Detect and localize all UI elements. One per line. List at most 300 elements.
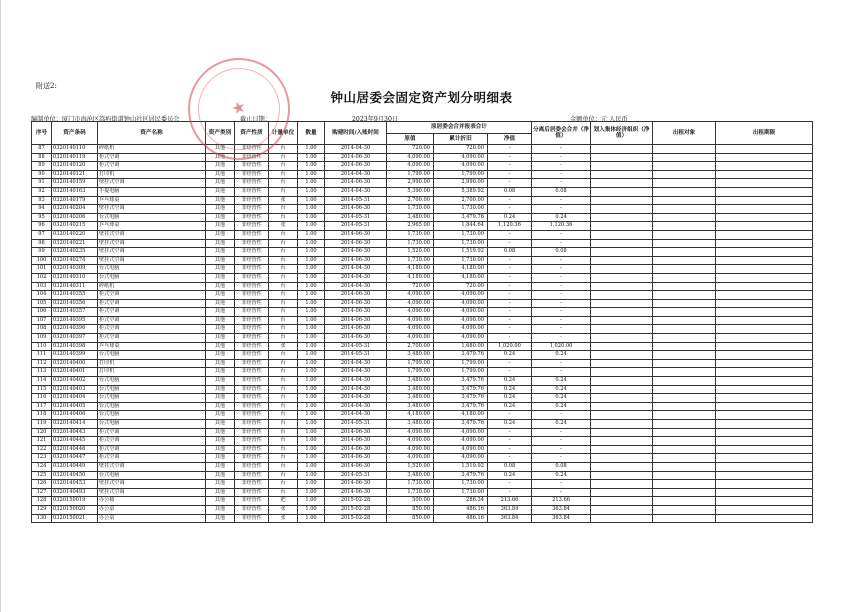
table-cell: 0320140356 [52, 299, 98, 308]
table-cell: 2015-02-28 [325, 505, 387, 514]
table-cell: - [532, 256, 591, 265]
table-row [32, 308, 813, 317]
table-cell: 2014-06-30 [325, 299, 387, 308]
table-cell: 126 [32, 480, 52, 489]
table-cell: 125 [32, 471, 52, 480]
empty-cell [716, 377, 813, 386]
table-cell: 4,090.00 [387, 437, 434, 446]
table-cell: 2014-05-31 [325, 342, 387, 351]
table-row [32, 368, 813, 377]
table-cell: - [532, 230, 591, 239]
table-cell: 其他 [206, 316, 235, 325]
table-row [32, 299, 813, 308]
table-cell: 0320140400 [52, 359, 98, 368]
table-cell: 台 [269, 420, 298, 429]
table-cell: 0320150021 [52, 514, 98, 523]
empty-cell [653, 488, 716, 497]
table-cell: 柜式空调 [98, 299, 206, 308]
table-cell: - [488, 153, 532, 162]
table-cell: 1,120.36 [488, 222, 532, 231]
table-cell: 台 [269, 187, 298, 196]
table-cell: 台式电脑 [98, 420, 206, 429]
table-cell: 1,520.00 [387, 462, 434, 471]
empty-cell [591, 514, 653, 523]
table-cell: - [532, 428, 591, 437]
table-row [32, 342, 813, 351]
table-cell: 0.24 [532, 471, 591, 480]
table-cell: 柜式空调 [98, 308, 206, 317]
table-cell: 台 [269, 230, 298, 239]
table-row [32, 162, 813, 171]
table-cell: 1.00 [298, 411, 325, 420]
empty-cell [716, 162, 813, 171]
table-cell: 1,730.00 [434, 205, 488, 214]
table-cell: 其他 [206, 213, 235, 222]
table-cell: 1.00 [298, 256, 325, 265]
table-row [32, 385, 813, 394]
table-cell: 0.24 [532, 385, 591, 394]
table-cell: 1.00 [298, 299, 325, 308]
table-cell: 其他 [206, 437, 235, 446]
table-row [32, 402, 813, 411]
table-row [32, 411, 813, 420]
table-cell: 4,180.00 [434, 411, 488, 420]
empty-cell [716, 420, 813, 429]
table-cell: 0320140453 [52, 480, 98, 489]
table-cell: 非经营性 [235, 437, 269, 446]
table-cell: 0320140110 [52, 145, 98, 154]
table-cell: 103 [32, 282, 52, 291]
table-cell: 台 [269, 282, 298, 291]
empty-cell [653, 291, 716, 300]
empty-cell [716, 437, 813, 446]
table-cell: 非经营性 [235, 394, 269, 403]
table-cell: 非经营性 [235, 342, 269, 351]
table-cell: 2014-06-30 [325, 291, 387, 300]
empty-cell [716, 411, 813, 420]
table-cell: 台 [269, 273, 298, 282]
table-cell: 119 [32, 420, 52, 429]
table-cell: 乒乓球桌 [98, 196, 206, 205]
table-cell: 办公桌 [98, 514, 206, 523]
table-cell: 2,965.00 [387, 222, 434, 231]
table-cell: 1.00 [298, 273, 325, 282]
table-cell: 打印机 [98, 359, 206, 368]
table-cell: 0.24 [488, 385, 532, 394]
empty-cell [716, 488, 813, 497]
table-cell: 台 [269, 299, 298, 308]
table-cell: 非经营性 [235, 213, 269, 222]
empty-cell [591, 248, 653, 257]
table-cell: 非经营性 [235, 196, 269, 205]
empty-cell [653, 497, 716, 506]
table-cell: 非经营性 [235, 273, 269, 282]
table-cell: 其他 [206, 325, 235, 334]
table-cell: 打印机 [98, 368, 206, 377]
table-cell: 99 [32, 248, 52, 257]
table-cell: 116 [32, 394, 52, 403]
table-cell: 2,700.00 [387, 342, 434, 351]
table-cell: 柜式空调 [98, 437, 206, 446]
table-cell: 1.00 [298, 325, 325, 334]
table-cell: 87 [32, 145, 52, 154]
table-cell: 101 [32, 265, 52, 274]
empty-cell [591, 351, 653, 360]
table-cell: 5,390.00 [387, 187, 434, 196]
header-code: 资产条码 [52, 122, 98, 145]
table-cell: 2014-06-30 [325, 179, 387, 188]
empty-cell [653, 316, 716, 325]
empty-cell [716, 222, 813, 231]
table-cell: 其他 [206, 265, 235, 274]
table-cell: 非经营性 [235, 385, 269, 394]
table-cell: 其他 [206, 505, 235, 514]
empty-cell [653, 187, 716, 196]
table-cell: 4,090.00 [387, 334, 434, 343]
table-cell: 其他 [206, 334, 235, 343]
table-cell: 4,090.00 [387, 162, 434, 171]
table-row [32, 454, 813, 463]
empty-cell [716, 239, 813, 248]
table-cell: 4,180.00 [434, 273, 488, 282]
table-cell: 非经营性 [235, 497, 269, 506]
table-cell: 2014-04-30 [325, 282, 387, 291]
table-row [32, 196, 813, 205]
table-cell: 台 [269, 480, 298, 489]
table-cell: 2014-05-31 [325, 420, 387, 429]
table-cell: - [488, 299, 532, 308]
empty-cell [591, 153, 653, 162]
table-cell: 非经营性 [235, 239, 269, 248]
empty-cell [591, 256, 653, 265]
table-cell: 壁挂式空调 [98, 462, 206, 471]
table-cell: 非经营性 [235, 402, 269, 411]
empty-cell [591, 462, 653, 471]
table-cell: 0.08 [532, 462, 591, 471]
table-cell: 1.00 [298, 368, 325, 377]
table-cell: 2,700.00 [434, 196, 488, 205]
table-cell: 3,479.76 [434, 385, 488, 394]
table-cell: 0320140119 [52, 153, 98, 162]
empty-cell [716, 308, 813, 317]
table-cell: 4,180.00 [387, 265, 434, 274]
table-cell: 363.84 [532, 514, 591, 523]
empty-cell [653, 385, 716, 394]
table-cell: 乒乓球桌 [98, 342, 206, 351]
table-cell: 1.00 [298, 162, 325, 171]
empty-cell [591, 170, 653, 179]
table-cell: 非经营性 [235, 368, 269, 377]
empty-cell [591, 411, 653, 420]
table-row [32, 282, 813, 291]
empty-cell [716, 454, 813, 463]
table-cell: 其他 [206, 187, 235, 196]
table-cell: - [532, 437, 591, 446]
empty-cell [591, 282, 653, 291]
empty-cell [653, 359, 716, 368]
empty-cell [591, 325, 653, 334]
empty-cell [653, 377, 716, 386]
table-cell: 碎纸机 [98, 282, 206, 291]
table-cell: 2014-06-30 [325, 437, 387, 446]
table-cell: 2014-06-30 [325, 230, 387, 239]
table-cell: - [532, 205, 591, 214]
table-cell: 台 [269, 402, 298, 411]
table-cell: - [532, 196, 591, 205]
table-cell: 1.00 [298, 497, 325, 506]
header-group: 原居委会合并报表合计 [387, 122, 532, 134]
table-cell: 363.84 [488, 514, 532, 523]
table-cell: 2014-04-30 [325, 187, 387, 196]
empty-cell [653, 162, 716, 171]
table-cell: 124 [32, 462, 52, 471]
table-cell: 台 [269, 170, 298, 179]
table-cell: 129 [32, 505, 52, 514]
table-cell: 0320140311 [52, 282, 98, 291]
table-cell: 118 [32, 411, 52, 420]
table-cell: 壁挂式空调 [98, 179, 206, 188]
empty-cell [716, 179, 813, 188]
table-cell: 台 [269, 325, 298, 334]
table-cell: 台式电脑 [98, 394, 206, 403]
empty-cell [591, 471, 653, 480]
table-cell: 1,730.00 [434, 230, 488, 239]
table-cell: 0.08 [532, 248, 591, 257]
empty-cell [653, 256, 716, 265]
table-cell: 非经营性 [235, 351, 269, 360]
table-cell: 4,090.00 [387, 291, 434, 300]
header-category: 资产类别 [206, 122, 235, 145]
table-cell: - [488, 145, 532, 154]
empty-cell [591, 394, 653, 403]
table-cell: 3,479.76 [434, 402, 488, 411]
table-cell: 2014-04-30 [325, 394, 387, 403]
empty-cell [653, 368, 716, 377]
table-cell: 3,479.76 [434, 394, 488, 403]
cutoff-date: 2023年9月30日 [352, 116, 399, 123]
table-cell: 3,480.00 [387, 351, 434, 360]
table-cell: 2014-05-31 [325, 213, 387, 222]
table-cell: - [532, 153, 591, 162]
table-cell: 1.00 [298, 488, 325, 497]
table-cell: 0320140221 [52, 239, 98, 248]
table-cell: 柜式空调 [98, 428, 206, 437]
table-cell: 4,090.00 [434, 325, 488, 334]
table-cell: 其他 [206, 445, 235, 454]
table-cell: 106 [32, 308, 52, 317]
table-cell: 1.00 [298, 205, 325, 214]
table-cell: 柜式空调 [98, 291, 206, 300]
empty-cell [591, 145, 653, 154]
table-cell: 0320140309 [52, 265, 98, 274]
table-cell: - [488, 437, 532, 446]
table-cell: 其他 [206, 377, 235, 386]
table-cell: 台 [269, 445, 298, 454]
table-cell: 4,090.00 [434, 334, 488, 343]
table-cell: 0320140397 [52, 334, 98, 343]
table-cell: 打印机 [98, 170, 206, 179]
table-cell: 其他 [206, 342, 235, 351]
table-cell: 台 [269, 205, 298, 214]
table-cell: 120 [32, 428, 52, 437]
table-cell: - [532, 334, 591, 343]
empty-cell [591, 299, 653, 308]
empty-cell [716, 334, 813, 343]
table-cell: 非经营性 [235, 291, 269, 300]
table-row [32, 265, 813, 274]
table-cell: 0.24 [532, 377, 591, 386]
empty-cell [591, 437, 653, 446]
table-cell: 1.00 [298, 308, 325, 317]
header-nature: 资产性质 [235, 122, 269, 145]
table-cell: 2014-06-30 [325, 454, 387, 463]
table-cell: 0320140163 [52, 187, 98, 196]
table-cell: - [488, 273, 532, 282]
table-row [32, 471, 813, 480]
table-cell: - [532, 411, 591, 420]
table-cell: 1.00 [298, 213, 325, 222]
table-cell: 其他 [206, 299, 235, 308]
table-row [32, 462, 813, 471]
table-cell: 台 [269, 488, 298, 497]
table-cell: - [532, 273, 591, 282]
table-cell: 0320140493 [52, 488, 98, 497]
table-cell: - [488, 239, 532, 248]
table-row [32, 222, 813, 231]
table-cell: 92 [32, 187, 52, 196]
table-cell: 3,480.00 [387, 385, 434, 394]
table-cell: 其他 [206, 291, 235, 300]
table-cell: 91 [32, 179, 52, 188]
table-cell: 2014-05-31 [325, 351, 387, 360]
table-cell: 其他 [206, 196, 235, 205]
empty-cell [716, 402, 813, 411]
table-cell: 台式电脑 [98, 213, 206, 222]
table-cell: 0.08 [488, 462, 532, 471]
table-cell: 台 [269, 256, 298, 265]
empty-cell [591, 385, 653, 394]
table-cell: 0320140310 [52, 273, 98, 282]
empty-cell [591, 420, 653, 429]
table-cell: 113 [32, 368, 52, 377]
empty-cell [591, 308, 653, 317]
table-cell: 4,090.00 [434, 308, 488, 317]
table-cell: 1.00 [298, 394, 325, 403]
empty-cell [653, 402, 716, 411]
table-cell: 1,730.00 [434, 256, 488, 265]
table-cell: 0.08 [488, 187, 532, 196]
seal-star-icon: ★ [228, 96, 249, 119]
table-cell: 2,990.00 [434, 179, 488, 188]
table-cell: 1,799.00 [434, 170, 488, 179]
table-cell: 1,730.00 [387, 205, 434, 214]
table-cell: 非经营性 [235, 428, 269, 437]
empty-cell [716, 265, 813, 274]
table-cell: 1,799.00 [434, 368, 488, 377]
table-cell: - [488, 291, 532, 300]
table-cell: 壁挂式空调 [98, 205, 206, 214]
empty-cell [653, 248, 716, 257]
table-cell: 台 [269, 351, 298, 360]
table-cell: 台 [269, 377, 298, 386]
table-cell: 850.00 [387, 514, 434, 523]
empty-cell [653, 428, 716, 437]
table-cell: 3,480.00 [387, 394, 434, 403]
table-cell: 1,519.92 [434, 462, 488, 471]
table-row [32, 428, 813, 437]
table-cell: 3,479.76 [434, 377, 488, 386]
table-cell: 500.00 [387, 497, 434, 506]
table-cell: 台式电脑 [98, 265, 206, 274]
table-cell: 2014-04-30 [325, 170, 387, 179]
table-cell: 其他 [206, 471, 235, 480]
table-cell: 台 [269, 265, 298, 274]
table-cell: 其他 [206, 480, 235, 489]
table-cell: 0320140404 [52, 394, 98, 403]
table-cell: 1.00 [298, 145, 325, 154]
table-cell: - [488, 205, 532, 214]
table-cell: 110 [32, 342, 52, 351]
table-cell: 1,730.00 [434, 480, 488, 489]
table-cell: - [532, 265, 591, 274]
table-cell: 1.00 [298, 462, 325, 471]
table-row [32, 505, 813, 514]
table-cell: 2014-04-30 [325, 385, 387, 394]
table-cell: 286.34 [434, 497, 488, 506]
table-cell: 4,180.00 [387, 273, 434, 282]
table-cell: 4,090.00 [387, 153, 434, 162]
table-cell: 台 [269, 385, 298, 394]
table-cell: 0.24 [488, 351, 532, 360]
table-cell: 其他 [206, 351, 235, 360]
table-row [32, 170, 813, 179]
table-cell: 4,090.00 [387, 445, 434, 454]
empty-cell [716, 170, 813, 179]
table-cell: 1,730.00 [387, 230, 434, 239]
empty-cell [591, 205, 653, 214]
table-row [32, 488, 813, 497]
table-cell: 其他 [206, 230, 235, 239]
empty-cell [716, 282, 813, 291]
date-label: 截止日期： [240, 116, 271, 123]
table-cell: 其他 [206, 170, 235, 179]
table-cell: 4,090.00 [387, 308, 434, 317]
empty-cell [716, 213, 813, 222]
table-cell: 0320140121 [52, 170, 98, 179]
table-cell: 1.00 [298, 385, 325, 394]
empty-cell [653, 213, 716, 222]
table-cell: 其他 [206, 153, 235, 162]
table-cell: - [532, 480, 591, 489]
table-cell: 1,844.64 [434, 222, 488, 231]
table-cell: 1.00 [298, 342, 325, 351]
table-cell: 壁挂式空调 [98, 488, 206, 497]
table-cell: 0320140220 [52, 230, 98, 239]
table-cell: 1.00 [298, 222, 325, 231]
table-row [32, 497, 813, 506]
empty-cell [716, 514, 813, 523]
table-cell: 2014-06-30 [325, 316, 387, 325]
table-row [32, 480, 813, 489]
table-cell: - [488, 265, 532, 274]
table-cell: 其他 [206, 273, 235, 282]
table-cell: 4,090.00 [434, 428, 488, 437]
table-cell: 2014-06-30 [325, 462, 387, 471]
table-cell: 台式电脑 [98, 385, 206, 394]
table-cell: 台 [269, 291, 298, 300]
table-cell: 0320140396 [52, 325, 98, 334]
table-cell: 张 [269, 342, 298, 351]
